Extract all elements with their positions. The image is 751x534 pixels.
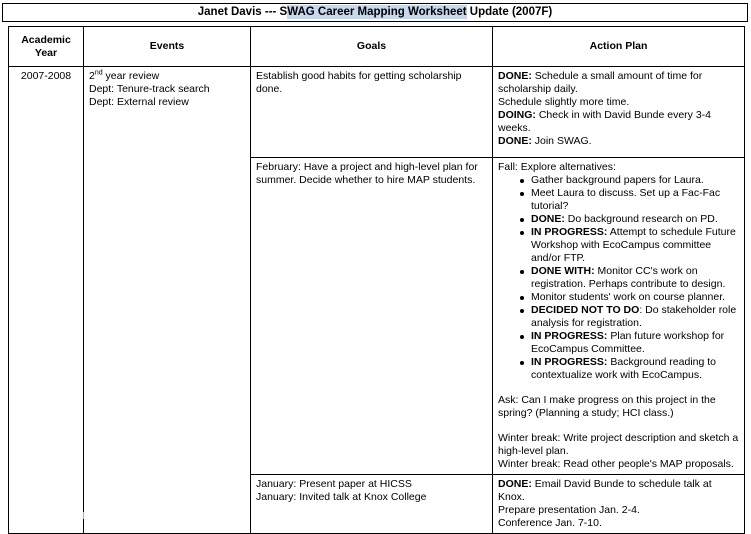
bullet-text bbox=[531, 174, 704, 186]
text-segment: : Do stakeholder role analysis for registration. bbox=[531, 304, 737, 329]
bullet-icon bbox=[520, 361, 524, 365]
title-text-after: Update (2007F) bbox=[466, 6, 553, 18]
status-label: DONE: bbox=[498, 135, 532, 147]
table-row bbox=[9, 67, 745, 158]
text-segment: year review bbox=[102, 70, 160, 82]
text-segment: Check in with David Bunde every 3-4 weeks. bbox=[498, 109, 712, 134]
paragraph bbox=[498, 458, 739, 471]
paragraph bbox=[498, 504, 739, 517]
status-label: IN PROGRESS: bbox=[531, 226, 608, 238]
goals-cell-january bbox=[251, 475, 493, 534]
paragraph bbox=[498, 161, 739, 174]
paragraph bbox=[256, 161, 487, 187]
status-label: DONE: bbox=[498, 70, 532, 82]
bullet-icon bbox=[520, 179, 524, 183]
paragraph bbox=[498, 70, 739, 96]
text-segment: Do background research on PD. bbox=[564, 213, 718, 225]
header-row bbox=[9, 27, 745, 67]
bullet-icon bbox=[520, 335, 524, 339]
text-segment: Monitor CC's work on registration. Perhaps contribute to design. bbox=[531, 265, 726, 290]
text-segment: Dept: Tenure-track search bbox=[89, 83, 210, 95]
bullet-text bbox=[531, 291, 725, 303]
paragraph bbox=[498, 432, 739, 458]
text-segment: Background reading to contextualize work with EcoCampus. bbox=[531, 356, 717, 381]
paragraph bbox=[498, 517, 739, 530]
text-segment: nd bbox=[94, 69, 103, 77]
paragraph bbox=[498, 96, 739, 109]
column-header-academic-year: Academic Year bbox=[9, 27, 84, 67]
status-label: DONE: bbox=[531, 213, 565, 225]
bullet-item bbox=[498, 356, 739, 382]
text-segment: Attempt to schedule Future Workshop with EcoCampus committee and/or FTP. bbox=[531, 226, 736, 264]
bullet-icon bbox=[520, 218, 524, 222]
paragraph bbox=[498, 478, 739, 504]
bullet-item bbox=[498, 174, 739, 187]
career-mapping-table bbox=[8, 26, 745, 534]
page-title bbox=[2, 3, 748, 22]
text-segment: January: Present paper at HICSS bbox=[256, 478, 412, 490]
bullet-item bbox=[498, 330, 739, 356]
text-segment: January: Invited talk at Knox College bbox=[256, 491, 427, 503]
text-segment: Ask: Can I make progress on this project in the spring? (Planning a study; HCI class.) bbox=[498, 394, 716, 419]
paragraph bbox=[498, 109, 739, 135]
bullet-text bbox=[531, 265, 725, 290]
paragraph bbox=[89, 83, 245, 96]
status-label: DONE WITH: bbox=[531, 265, 595, 277]
text-segment: Join SWAG. bbox=[531, 135, 592, 147]
text-segment: Plan future workshop for EcoCampus Committee. bbox=[531, 330, 725, 355]
status-label: DECIDED NOT TO DO bbox=[531, 304, 640, 316]
bullet-text bbox=[531, 330, 724, 355]
title-highlight: WAG Career Mapping Worksheet bbox=[287, 6, 467, 18]
bullet-icon bbox=[520, 192, 524, 196]
title-text-before: Janet Davis --- S bbox=[197, 6, 288, 18]
bullet-item bbox=[498, 291, 739, 304]
blank-line bbox=[498, 420, 739, 432]
bullet-item bbox=[498, 265, 739, 291]
next-row-border-fragment bbox=[83, 512, 84, 519]
text-segment: Conference Jan. 7-10. bbox=[498, 517, 602, 529]
paragraph bbox=[256, 70, 487, 96]
text-segment: Email David Bunde to schedule talk at Knox. bbox=[498, 478, 712, 503]
text-segment: Dept: External review bbox=[89, 96, 189, 108]
bullet-text bbox=[531, 213, 718, 225]
paragraph bbox=[256, 491, 487, 504]
goals-cell-summer-project bbox=[251, 158, 493, 475]
bullet-text bbox=[531, 304, 736, 329]
text-segment: Establish good habits for getting scholarship done. bbox=[256, 70, 462, 95]
action-plan-cell-scholarship bbox=[493, 67, 745, 158]
bullet-item bbox=[498, 226, 739, 265]
bullet-item bbox=[498, 304, 739, 330]
paragraph bbox=[256, 478, 487, 491]
bullet-icon bbox=[520, 309, 524, 313]
status-label: IN PROGRESS: bbox=[531, 330, 608, 342]
action-plan-cell-january bbox=[493, 475, 745, 534]
paragraph bbox=[498, 394, 739, 420]
text-segment: Winter break: Write project description and sketch a high-level plan. bbox=[498, 432, 739, 457]
status-label: IN PROGRESS: bbox=[531, 356, 608, 368]
blank-line bbox=[498, 382, 739, 394]
paragraph bbox=[89, 70, 245, 83]
text-segment: Prepare presentation Jan. 2-4. bbox=[498, 504, 640, 516]
bullet-text bbox=[531, 187, 720, 212]
bullet-icon bbox=[520, 231, 524, 235]
text-segment: Schedule slightly more time. bbox=[498, 96, 630, 108]
column-header-action-plan: Action Plan bbox=[493, 27, 745, 67]
column-header-goals: Goals bbox=[251, 27, 493, 67]
text-segment: Gather background papers for Laura. bbox=[531, 174, 704, 186]
bullet-icon bbox=[520, 270, 524, 274]
goals-cell-scholarship bbox=[251, 67, 493, 158]
bullet-icon bbox=[520, 296, 524, 300]
column-header-events: Events bbox=[84, 27, 251, 67]
bullet-item bbox=[498, 187, 739, 213]
text-segment: February: Have a project and high-level plan for summer. Decide whether to hire MAP students. bbox=[256, 161, 478, 186]
text-segment: 2 bbox=[89, 70, 95, 82]
text-segment: Schedule a small amount of time for scholarship daily. bbox=[498, 70, 703, 95]
bullet-item bbox=[498, 213, 739, 226]
text-segment: Winter break: Read other people's MAP proposals. bbox=[498, 458, 734, 470]
text-segment: Meet Laura to discuss. Set up a Fac-Fac tutorial? bbox=[531, 187, 721, 212]
status-label: DONE: bbox=[498, 478, 532, 490]
paragraph bbox=[498, 135, 739, 148]
bullet-text bbox=[531, 356, 716, 381]
academic-year-cell: 2007-2008 bbox=[9, 67, 84, 534]
events-cell bbox=[84, 67, 251, 534]
paragraph bbox=[89, 96, 245, 109]
text-segment: Fall: Explore alternatives: bbox=[498, 161, 616, 173]
status-label: DOING: bbox=[498, 109, 536, 121]
action-plan-cell-summer-project bbox=[493, 158, 745, 475]
text-segment: Monitor students' work on course planner. bbox=[531, 291, 726, 303]
bullet-text bbox=[531, 226, 736, 264]
